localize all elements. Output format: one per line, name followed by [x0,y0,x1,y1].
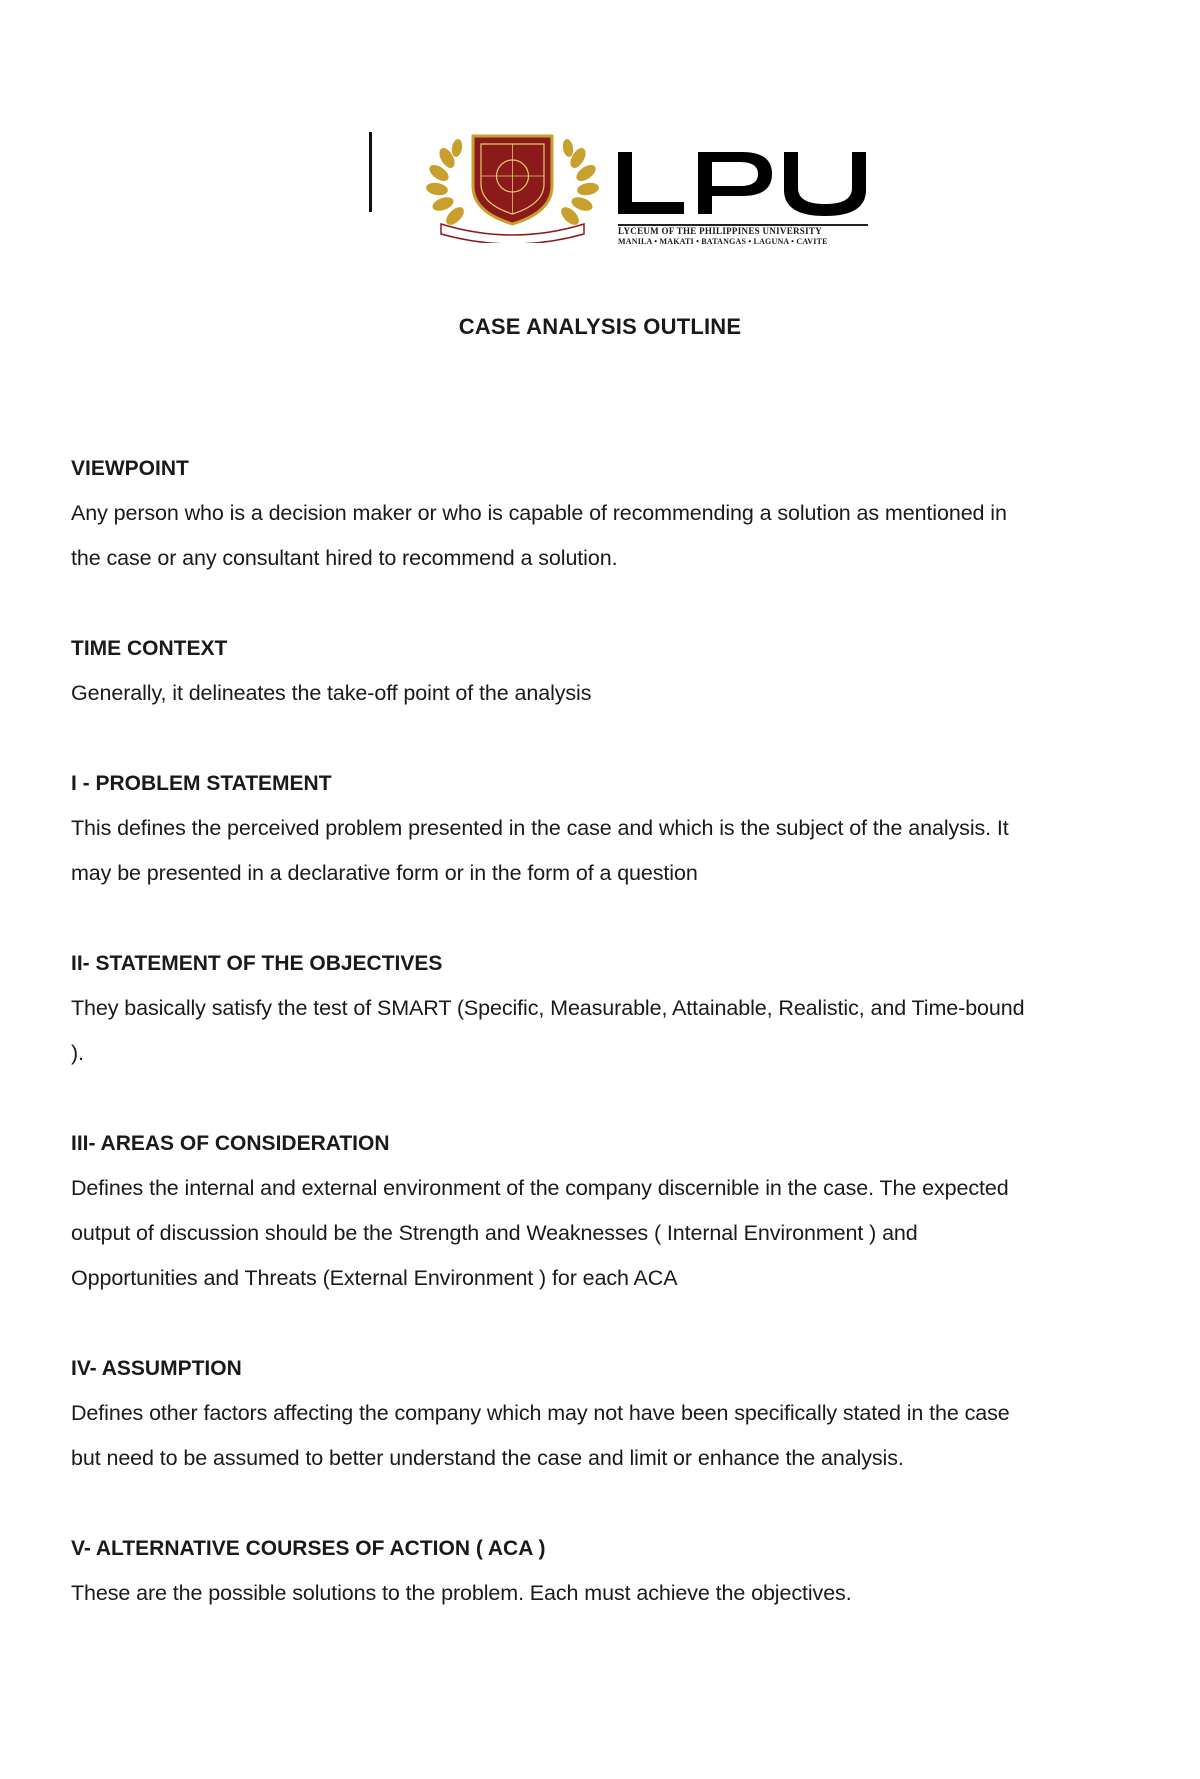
header-divider [369,132,372,212]
section-heading: VIEWPOINT [71,457,189,480]
section-assumption [71,1346,1031,1481]
section-heading: TIME CONTEXT [71,637,228,660]
section-body: This defines the perceived problem presented in the case and which is the subject of the analysis. It may be presented in a declarative form or in the form of a question [71,816,1009,885]
section-areas-of-consideration [71,1121,1031,1301]
section-body: Defines the internal and external environment of the company discernible in the case. The expected output of discussion should be the Strength and Weaknesses ( Internal Environment ) and Opportunities and Threats (External Environment ) for each ACA [71,1176,1009,1290]
outline-content [71,446,1031,1616]
logo-campuses: MANILA • MAKATI • BATANGAS • LAGUNA • CAVITE [618,237,828,246]
section-viewpoint [71,446,1031,581]
section-heading: II- STATEMENT OF THE OBJECTIVES [71,952,443,975]
lpu-wordmark-logo [612,138,902,246]
section-objectives [71,941,1031,1076]
section-heading: IV- ASSUMPTION [71,1357,242,1380]
section-heading: I - PROBLEM STATEMENT [71,772,332,795]
section-time-context [71,626,1031,716]
section-alternative-courses [71,1526,1031,1616]
section-heading: III- AREAS OF CONSIDERATION [71,1132,390,1155]
document-title: CASE ANALYSIS OUTLINE [458,314,742,339]
section-heading: V- ALTERNATIVE COURSES OF ACTION ( ACA ) [71,1537,546,1560]
section-body: Generally, it delineates the take-off point of the analysis [71,681,592,705]
section-problem-statement [71,761,1031,896]
laurel-right-icon [558,138,600,228]
section-body: They basically satisfy the test of SMART (Specific, Measurable, Attainable, Realistic, and Time-bound ). [71,996,1025,1065]
logo-subtitle: LYCEUM OF THE PHILIPPINES UNIVERSITY [618,226,823,236]
section-body: Any person who is a decision maker or who is capable of recommending a solution as mentioned in the case or any consultant hired to recommend a solution. [71,501,1007,570]
university-seal-logo [425,128,600,243]
section-body: Defines other factors affecting the company which may not have been specifically stated in the case but need to be assumed to better understand the case and limit or enhance the analysis. [71,1401,1010,1470]
laurel-left-icon [425,138,467,228]
section-body: These are the possible solutions to the problem. Each must achieve the objectives. [71,1581,852,1605]
seal-ribbon [441,224,584,243]
letterhead [0,128,1200,248]
